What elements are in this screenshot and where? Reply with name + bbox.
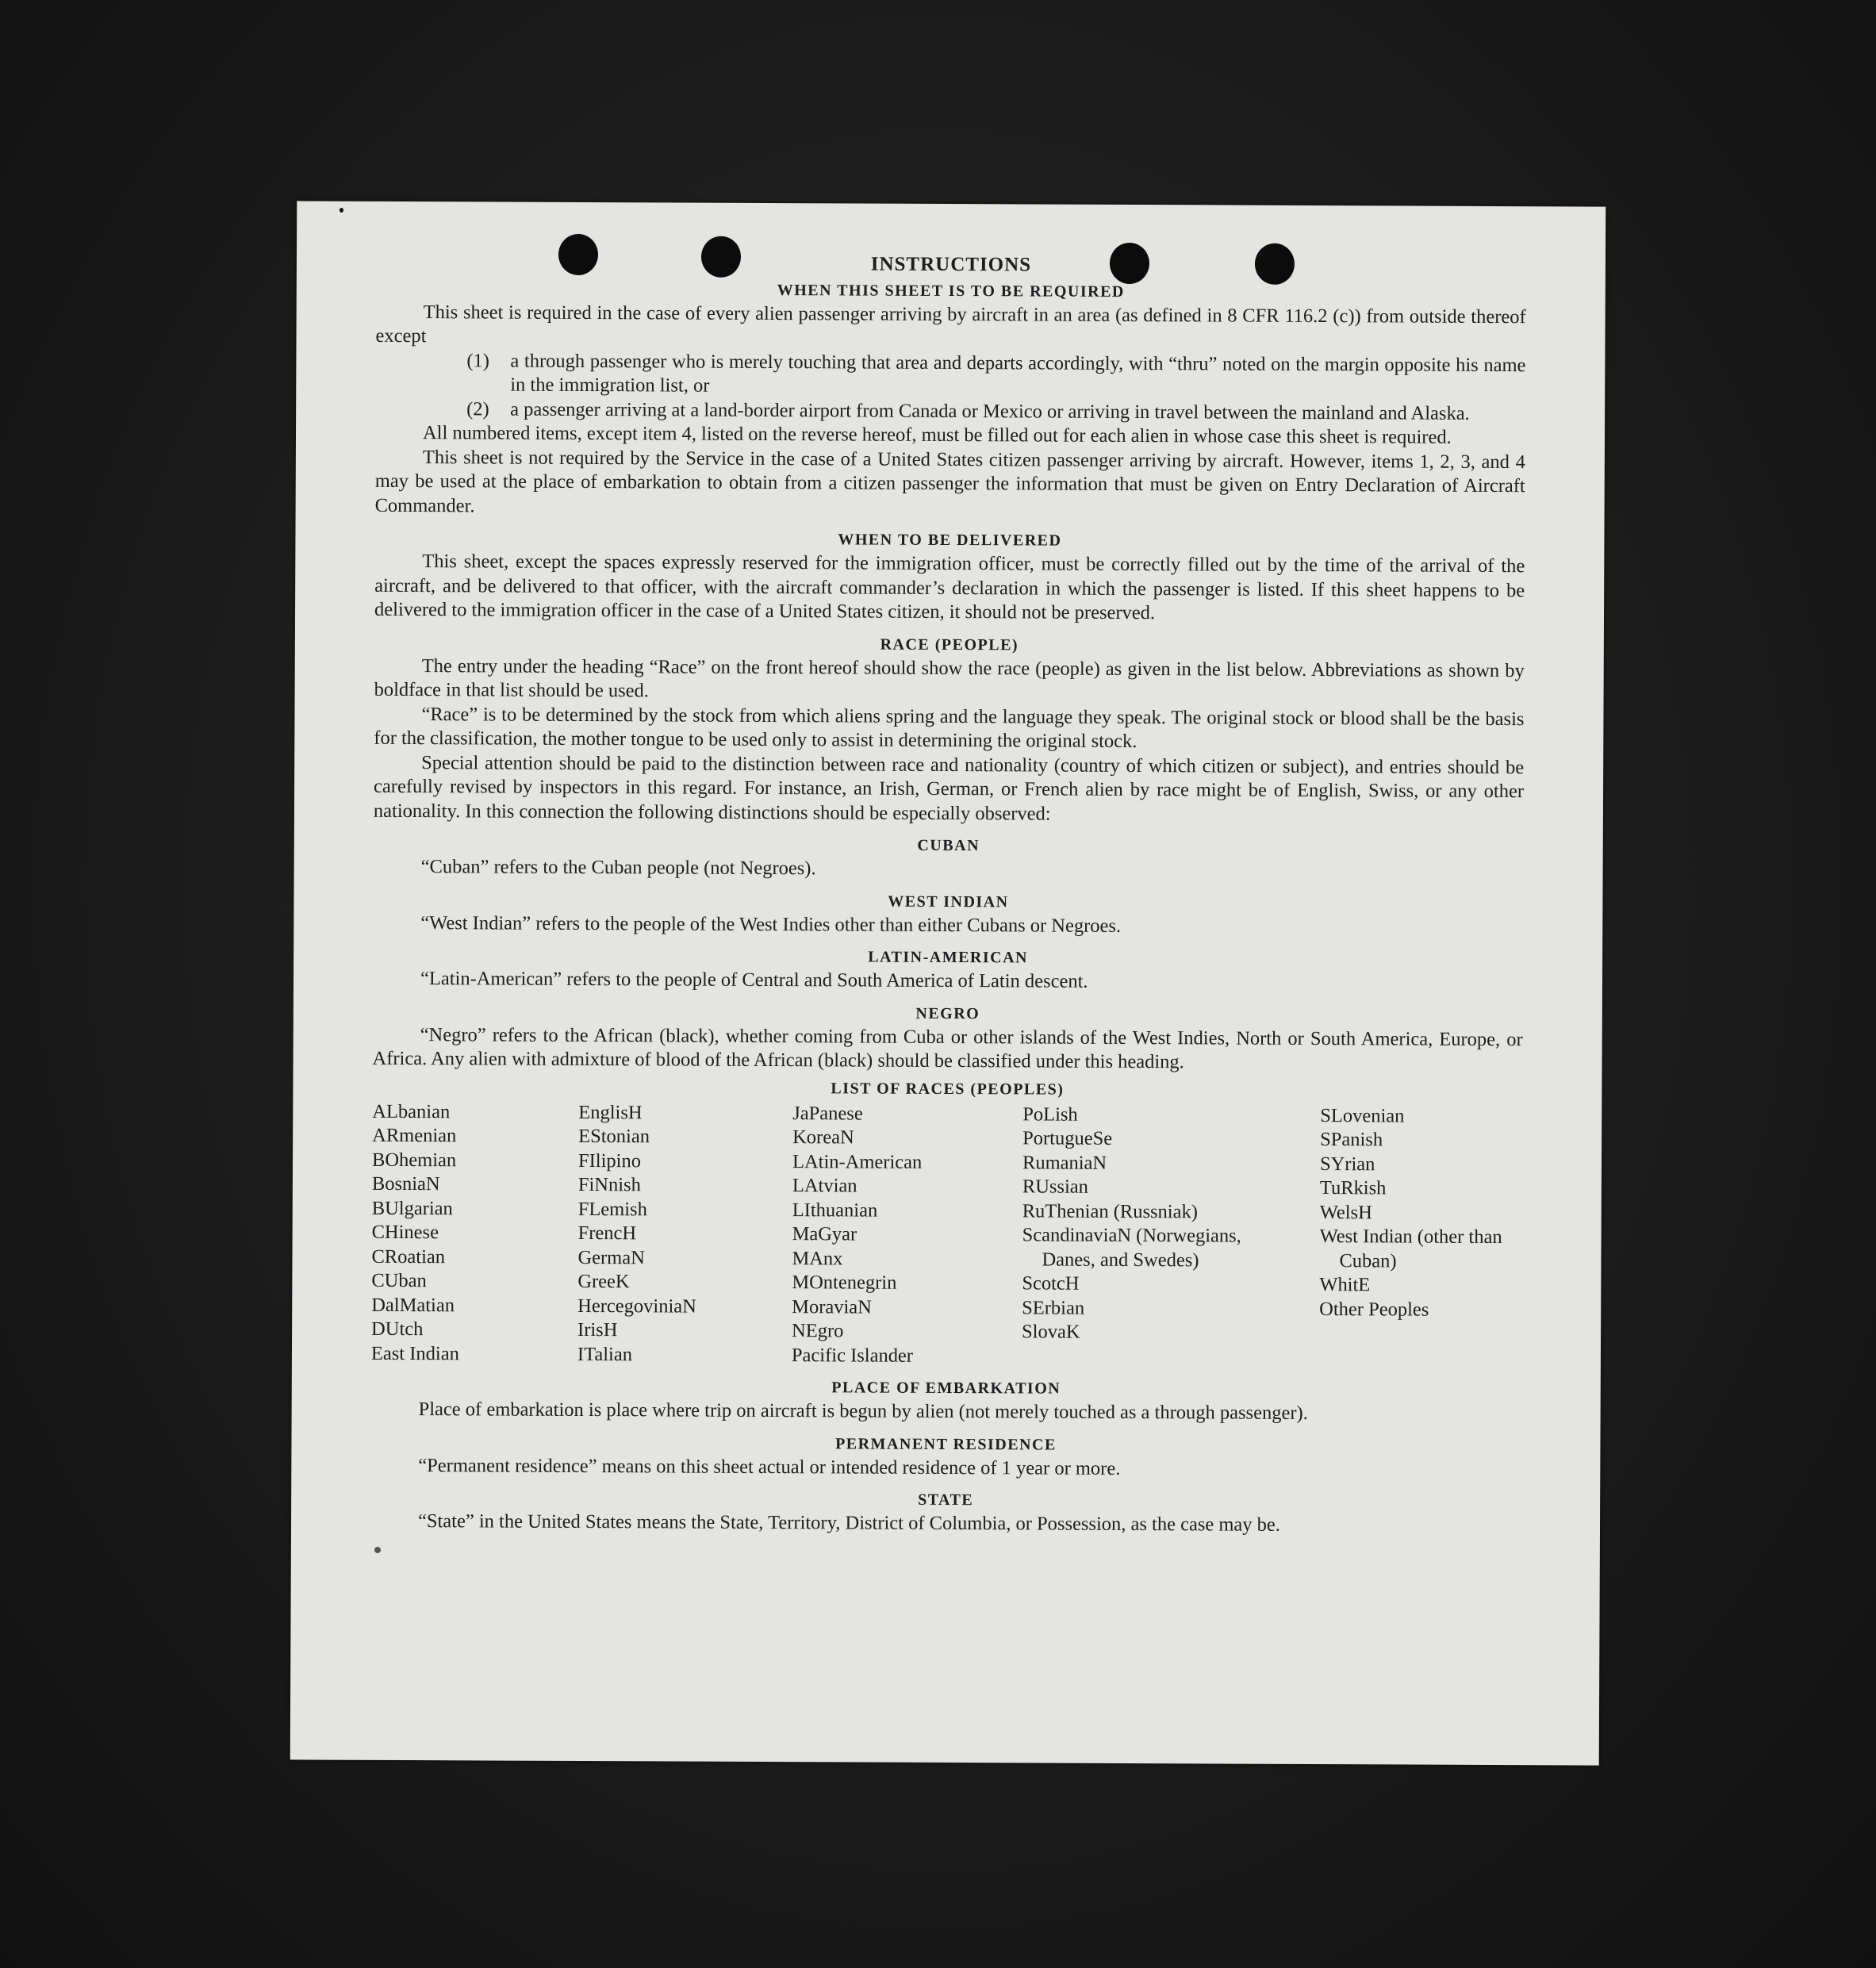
race-entry: ITalian: [577, 1343, 633, 1365]
heading-latin-american: LATIN-AMERICAN: [868, 948, 1029, 967]
race-entry: GreeK: [577, 1270, 630, 1293]
exception-item-1: [466, 349, 1525, 402]
race-entry: West Indian (other than Cuban): [1319, 1226, 1502, 1272]
race-entry: East Indian: [370, 1342, 459, 1364]
race-entry: RuThenian (Russniak): [1022, 1199, 1198, 1222]
race-entry: RUssian: [1022, 1176, 1088, 1198]
when-delivered-text: This sheet, except the spaces expressly reserved for the immigration officer, must be correctly filled out by the time of the arrival of the aircraft, and be delivered to that officer, with the aircraft commander’s declaration in which the passenger is listed. If this sheet happens to be delivered to the immigration officer in the case of a United States citizen, it should not be preserved.: [374, 551, 1525, 624]
race-entry: CHinese: [371, 1221, 439, 1244]
race-entry: CRoatian: [371, 1245, 446, 1268]
race-entry: BUlgarian: [371, 1197, 453, 1219]
race-entry: MaGyar: [792, 1223, 857, 1245]
instruction-sheet: [290, 201, 1606, 1765]
race-entry: RumaniaN: [1022, 1151, 1107, 1174]
heading-place-of-embarkation: PLACE OF EMBARKATION: [831, 1379, 1061, 1398]
exception-item-1-text: a through passenger who is merely touching that area and departs accordingly, with “thru” noted on the margin opposite his name in the immigration list, or: [510, 350, 1526, 397]
race-entry: FiNnish: [577, 1173, 641, 1196]
race-entry: WelsH: [1319, 1201, 1372, 1223]
race-column-1: [371, 1099, 578, 1367]
latin-american-text: “Latin-American” refers to the people of Central and South America of Latin descent.: [420, 968, 1088, 992]
race-para-3: Special attention should be paid to the distinction between race and nationality (country of which citizen or subject), and entries should be carefully revised by inspectors in this regard. For instance, an Irish, German, or French alien by race might be of English, Swiss, or any other nationality. In this connection the following distinctions should be especially observed:: [373, 751, 1525, 825]
race-entry: SLovenian: [1320, 1104, 1405, 1127]
heading-when-required: WHEN THIS SHEET IS TO BE REQUIRED: [777, 281, 1125, 301]
negro-text: “Negro” refers to the African (black), whether coming from Cuba or other islands of the West Indies, North or South America, Europe, or Africa. Any alien with admixture of blood of the African (black) should be classified under this heading.: [372, 1023, 1523, 1073]
exception-item-1-number: (1): [466, 349, 490, 371]
heading-negro: NEGRO: [915, 1004, 980, 1022]
race-entry: LAtvian: [792, 1175, 857, 1197]
race-entry: FIlipino: [577, 1149, 642, 1172]
race-entry: Pacific Islander: [791, 1344, 914, 1367]
race-entry: ScandinaviaN (Norwegians, Danes, and Swedes): [1022, 1224, 1241, 1271]
race-para-2: “Race” is to be determined by the stock from which aliens spring and the language they speak. The original stock or blood shall be the basis for the classification, the mother tongue to be used only to assist in determining the original stock.: [374, 703, 1525, 753]
race-entry: EnglisH: [578, 1101, 643, 1123]
heading-state: STATE: [918, 1490, 974, 1510]
race-entry: PoLish: [1022, 1103, 1078, 1126]
heading-when-delivered: WHEN TO BE DELIVERED: [838, 531, 1062, 550]
race-column-4: [1022, 1103, 1260, 1370]
heading-west-indian: WEST INDIAN: [888, 892, 1009, 911]
state-text: “State” in the United States means the State, Territory, District of Columbia, or Possession, as the case may be.: [417, 1510, 1281, 1536]
race-entry: SPanish: [1320, 1129, 1383, 1151]
race-entry: LAtin-American: [792, 1150, 923, 1173]
heading-cuban: CUBAN: [917, 836, 980, 855]
embarkation-text: Place of embarkation is place where trip on aircraft is begun by alien (not merely touched as a through passenger).: [418, 1398, 1308, 1424]
race-entry: EStonian: [578, 1125, 650, 1148]
race-entry: JaPanese: [792, 1102, 863, 1125]
race-entry: SErbian: [1022, 1296, 1085, 1319]
scan-speck: [374, 1547, 381, 1553]
residence-text: “Permanent residence” means on this sheet actual or intended residence of 1 year or more.: [418, 1454, 1121, 1479]
race-entry: GermaN: [577, 1246, 645, 1268]
race-entry: ARmenian: [372, 1124, 457, 1147]
race-entry: DalMatian: [371, 1294, 455, 1316]
when-required-para-2: All numbered items, except item 4, listed on the reverse hereof, must be filled out for each alien in whose case this sheet is required.: [422, 422, 1452, 448]
race-entry: FLemish: [577, 1198, 647, 1220]
race-entry: FrencH: [577, 1222, 637, 1245]
when-required-intro: This sheet is required in the case of every alien passenger arriving by aircraft in an area (as defined in 8 CFR 116.2 (c)) from outside thereof except: [375, 301, 1526, 347]
race-entry: PortugueSe: [1022, 1127, 1113, 1149]
race-entry: SlovaK: [1022, 1321, 1080, 1343]
race-entry: HercegoviniaN: [577, 1295, 696, 1318]
race-entry: MAnx: [792, 1247, 843, 1269]
instructions-body: [370, 251, 1526, 1539]
race-column-5: [1319, 1104, 1522, 1371]
race-entry: LIthuanian: [792, 1199, 878, 1222]
race-entry: BosniaN: [371, 1172, 440, 1195]
race-entry: IrisH: [577, 1318, 618, 1341]
race-entry: BOhemian: [371, 1149, 457, 1171]
race-list: [371, 1099, 1522, 1371]
exception-item-2-text: a passenger arriving at a land-border airport from Canada or Mexico or arriving in travel between the mainland and Alaska.: [510, 398, 1470, 424]
cuban-text: “Cuban” refers to the Cuban people (not Negroes).: [420, 856, 816, 880]
race-column-3: [792, 1102, 1022, 1369]
west-indian-text: “West Indian” refers to the people of the West Indies other than either Cubans or Negroes.: [420, 911, 1122, 937]
race-entry: ALbanian: [372, 1100, 451, 1122]
race-entry: Other Peoples: [1319, 1298, 1429, 1321]
race-column-2: [577, 1100, 792, 1368]
race-entry: WhitE: [1319, 1274, 1371, 1296]
race-para-1: The entry under the heading “Race” on the front hereof should show the race (people) as given in the list below. Abbreviations as shown by boldface in that list should be used.: [374, 654, 1525, 702]
scan-speck: [340, 208, 343, 213]
page-title: INSTRUCTIONS: [870, 253, 1032, 276]
race-entry: SYrian: [1319, 1153, 1375, 1175]
race-entry: MoraviaN: [792, 1295, 872, 1318]
race-entry: ScotcH: [1022, 1272, 1080, 1295]
race-entry: CUban: [371, 1269, 427, 1292]
heading-list-of-races: LIST OF RACES (PEOPLES): [831, 1079, 1065, 1099]
heading-permanent-residence: PERMANENT RESIDENCE: [835, 1434, 1057, 1454]
exception-item-2-number: (2): [466, 397, 489, 420]
race-entry: KoreaN: [792, 1126, 854, 1149]
race-entry: MOntenegrin: [792, 1272, 897, 1294]
when-required-para-3: This sheet is not required by the Service in the case of a United States citizen passenger arriving by aircraft. However, items 1, 2, 3, and 4 may be used at the place of embarkation to obtain from a citizen passenger the information that must be given on Entry Declaration of Aircraft Commander.: [374, 446, 1525, 516]
race-entry: DUtch: [371, 1318, 424, 1341]
heading-race: RACE (PEOPLE): [880, 635, 1019, 654]
race-entry: NEgro: [792, 1320, 844, 1342]
race-entry: TuRkish: [1319, 1177, 1387, 1199]
